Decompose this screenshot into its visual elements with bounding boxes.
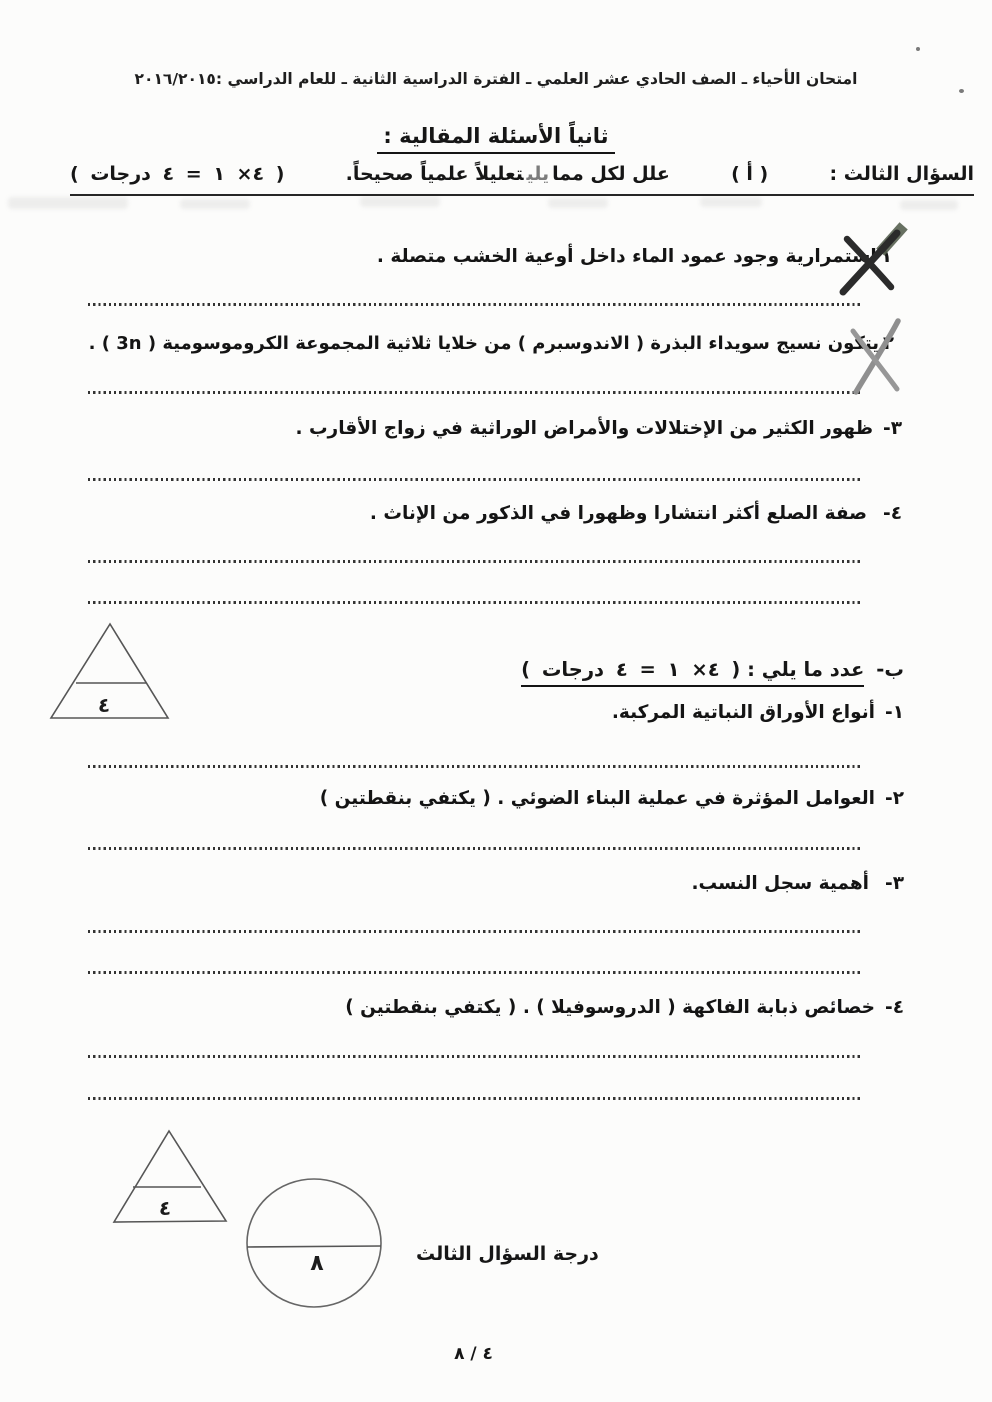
item-number: ٢- [885, 788, 904, 809]
partb-item [691, 871, 904, 897]
answer-dotted-line [88, 1055, 860, 1058]
section-title-text: ثانياً الأسئلة المقالية : [377, 124, 614, 154]
item-text: يتكون نسيج سويداء البذرة ( الاندوسبرم ) من خلايا ثلاثية المجموعة الكروموسومية ( 3n ) . [88, 333, 879, 354]
item-text: العوامل المؤثرة في عملية البناء الضوئي . ( يكتفي بنقطتين ) [319, 788, 876, 809]
score-triangle-top [38, 616, 178, 728]
question3-item [377, 244, 892, 270]
scan-smudge [900, 200, 958, 210]
scan-smudge [8, 197, 128, 209]
item-number: ٤- [883, 503, 902, 524]
question3-marks: ( ٤× ١ = ٤ درجات ) [70, 163, 285, 185]
scan-smudge [548, 198, 608, 208]
partb-item [612, 700, 904, 726]
scan-smudge [700, 197, 762, 207]
answer-dotted-line [88, 1097, 860, 1100]
answer-dotted-line [88, 478, 860, 481]
page-number: ٤ / ٨ [454, 1344, 493, 1364]
item-text: صفة الصلع أكثر انتشارا وظهورا في الذكور من الإناث . [369, 503, 868, 524]
score-triangle-bottom [103, 1123, 238, 1231]
item-number: ٣- [883, 418, 902, 439]
partb-label: ب- [876, 658, 904, 681]
score-circle [240, 1172, 390, 1314]
answer-dotted-line [88, 930, 860, 933]
partb-marks: ( ٤× ١ = ٤ درجات ) [521, 658, 741, 681]
answer-dotted-line [88, 560, 860, 563]
score-value: ٤ [97, 693, 111, 717]
exam-header: امتحان الأحياء ـ الصف الحادي عشر العلمي ـ الفترة الدراسية الثانية ـ للعام الدراسي :٢٠١٦/٢٠١٥ [134, 70, 858, 88]
answer-dotted-line [88, 971, 860, 974]
item-number: ٣- [885, 873, 904, 894]
item-text: استمرارية وجود عمود الماء داخل أوعية الخشب متصلة . [376, 246, 877, 267]
answer-dotted-line [88, 847, 860, 850]
score-caption: درجة السؤال الثالث [416, 1243, 599, 1265]
question3-instruction: علل لكل ممايليتعليلاً علمياً صحيحاً. [345, 163, 670, 185]
item-text: أنواع الأوراق النباتية المركبة. [611, 702, 876, 723]
answer-dotted-line [88, 303, 860, 306]
score-value: ٤ [158, 1196, 172, 1220]
partb-heading-text: عدد ما يلي : [747, 658, 865, 681]
answer-dotted-line [88, 765, 860, 768]
question3-label: السؤال الثالث : [829, 163, 974, 185]
question3-heading [70, 163, 974, 196]
answer-dotted-line [88, 391, 860, 394]
score-value: ٨ [310, 1251, 324, 1276]
partb-item [320, 786, 904, 812]
scan-smudge [360, 196, 440, 207]
item-text: خصائص ذبابة الفاكهة ( الدروسوفيلا ) . ( يكتفي بنقطتين ) [345, 997, 876, 1018]
item-number: ٢ [883, 333, 894, 354]
faded-word: يلي [526, 163, 550, 185]
item-text: ظهور الكثير من الإختلالات والأمراض الوراثية في زواج الأقارب . [295, 418, 874, 439]
item-text: أهمية سجل النسب. [691, 873, 870, 894]
question3-item [370, 501, 902, 527]
question3-item [89, 331, 894, 357]
partb-item [345, 995, 904, 1021]
scan-speck [959, 89, 964, 93]
question3-item [295, 416, 902, 442]
scan-smudge [180, 199, 250, 209]
section-title [0, 124, 992, 154]
partb-heading [521, 658, 904, 687]
question3-part-letter: ( أ ) [731, 163, 769, 185]
item-number: ٤- [885, 997, 904, 1018]
item-number: ١ [880, 246, 892, 267]
answer-dotted-line [88, 601, 860, 604]
item-number: ١- [885, 702, 904, 723]
scan-speck [916, 47, 920, 51]
